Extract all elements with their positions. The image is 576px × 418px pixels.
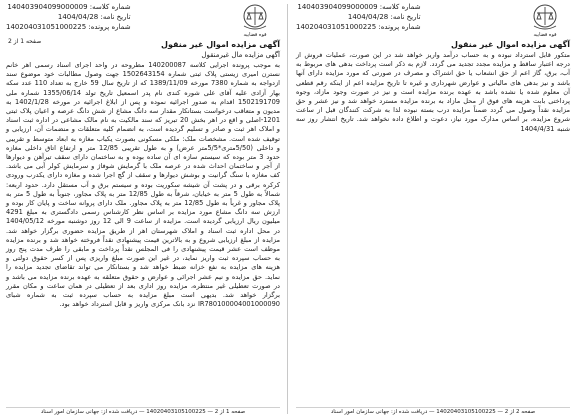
file-number: شماره پرونده: 140204031051000225: [296, 23, 421, 31]
emblem-caption: قوه قضاییه: [533, 32, 557, 38]
page-subtitle: آگهی مزایده مال غیرمنقول: [201, 51, 280, 59]
page-title: آگهی مزایده اموال غیر منقول: [451, 40, 570, 49]
file-number: شماره پرونده: 140204031051000225: [6, 23, 131, 31]
page-footer: صفحه 1 از 2 — 14020403105100225 — دریافت شده از: جهانی سازمان امور اسناد: [6, 407, 280, 415]
column-divider: [287, 4, 288, 414]
page-two: [290, 0, 576, 418]
emblem-caption: قوه قضاییه: [243, 32, 267, 38]
judiciary-emblem-icon: [238, 2, 272, 32]
classification-number: شماره کلاسه: 140403904099000009: [7, 3, 131, 11]
judiciary-emblem-icon: [528, 2, 562, 32]
page-one: [0, 0, 286, 418]
page-header: [290, 0, 576, 40]
page-number: صفحه 1 از 2: [8, 38, 42, 45]
document-metadata: [6, 2, 131, 32]
page-title: آگهی مزایده اموال غیر منقول: [161, 40, 280, 49]
page-footer: صفحه 2 از 2 — 14020403105100225 — دریافت شده از: جهانی سازمان امور اسناد: [296, 407, 570, 415]
letter-date: تاریخ نامه: 1404/04/28: [347, 13, 421, 21]
classification-number: شماره کلاسه: 140403904099000009: [297, 3, 421, 11]
letter-date: تاریخ نامه: 1404/04/28: [57, 13, 131, 21]
notice-body: متکور قابل استرداد نبوده و به حساب درآمد واریز خواهد شد در این صورت، عملیات فروش از درجه اعتبار ساقط و مزایده مجدد تجدید می گردد. لازم به ذکر است پرداخت بدهی های مربوط به آب، برق، گاز اعم از حق انشعاب یا حق اشتراک و مصرف در صورتی که مورد مزایده دارای آنها باشد و نیز بدهی های مالیاتی و عوارض شهرداری و غیره تا تاریخ مزایده اعم از اینکه رقم قطعی آن معلوم شده یا نشده باشد به عهده برنده مزایده است و نیز در صورت وجود مازاد، وجوه پرداختی بابت هزینه های فوق از محل مازاد به برنده مزایده مسترد خواهد شد و نیز عشر و حق مزایده نقداً وصول می گردد ضمناً مزایده درب بسته نبوده لذا به شرکت کنندگان قبل از ساعت شروع مزایده، بر اساس مدارک مورد نیاز، دعوت و اطلاع داده نخواهد شد. تاریخ انتشار روز سه شنبه 1404/4/31: [296, 51, 570, 133]
notice-body: به موجب پرونده اجرایی کلاسه 140200087 مطروحه در واحد اجرای اسناد رسمی اهر خانم نسترن امیری زیستی پلاک ثبتی شماره 1502643154 جهت وصول مطالبات خود موضوع سند ازدواجه به شماره 7380 مورخه 1389/11/09 که از تاریخ سال 59 خارج به تعداد 110 عدد سکه بهار آزادی علیه آقای علی شوره کندی نام پدر اسمعیل تاریخ تولد 1355/06/14 شماره ملی 1502191709 اقدام به صدور اجرائیه نموده و پس از ابلاغ اجرائیه در مورخه 1402/1/28 به مدیون و متعاقب درخواست بستانکار مقدار سه دانگ مشاع از شش دانگ عرصه و اعیان پلاک ثبتی 1201-اصلی و اقع در اهر بخش 20 تبریز که سند مالکیت به نام مالک مشاعی در اداره ثبت اسناد و املاک اهر ثبت و صادر و تسلیم گردیده است، به انضمام کلیه متعلقات و منضمات آن، ارزیابی و توقیف شده است. مشخصات ملک: ملکی مسکونی بصورت یکباب مغازه به ابعاد متوسط و تقریبی و داخلی (5/50متری*5/5متر عرض) و به طول تقریبی 12/85 متر و ارتفاع اتاق داخلی مغازه حدود 3 متر بوده که سیستم سازه ای آن ساده بوده و به ساختمان دارای سقف تیرآهن و دیوارها از آجر و ساختمان احداث شده در عرصه ملک با گرمایش شوفاژ و سرمایش کولر آبی می باشد. کف مغازه با سنگ گرانیت و بوشش دیوارها و سقف از گچ اجرا شده و مغازه دارای یکدرب ورودی کرکره برقی و در پشت آن شیشه سکوریت بوده و سیستم برق و آب مستقل دارد. حدود اربعه: شمالاً به طول 5 متر به خیابان، شرقاً به طول 12/85 متر به پلاک مجاور، جنوباً به طول 5 متر به پلاک مجاور و غرباً به طول 12/85 متر به پلاک مجاور. ملک دارای پروانه ساخت و پایان کار بوده و ارزش سه دانگ مشاع مورد مزایده بر اساس نظر کارشناس رسمی دادگستری به مبلغ 4291 میلیون ریال ارزیابی گردیده است. مزایده از ساعت 9 الی 12 روز دوشنبه مورخه 1404/05/12 در محل اداره ثبت اسناد و املاک شهرستان اهر از طریق مزایده حضوری برگزار خواهد شد. مزایده از مبلغ ارزیابی شروع و به بالاترین قیمت پیشنهادی نقداً فروخته خواهد شد و برنده مزایده موظف است عشر قیمت پیشنهادی را فی المجلس نقداً پرداخت و مابقی را ظرف مدت پنج روز به حساب سپرده ثبت واریز نماید، در غیر این صورت مبلغ واریزی پس از کسر حقوق دولتی و هزینه های مزایده به نفع خزانه ضبط خواهد شد و بستانکار می تواند تقاضای تجدید مزایده را نماید. حق مزایده و نیم عشر اجرائی و عوارض و حقوق متعلقه به عهده برنده مزایده می باشد و در صورت تعطیلی غیر منتظره، مزایده روز اداری بعد از تعطیلی در همان ساعت و مکان مقرر برگزار خواهد شد. بدیهی است مبلغ مزایده به حساب سپرده ثبت به شماره شبای IR780100004001000090 نزد بانک مرکزی واریز و قابل استرداد خواهد بود.: [6, 61, 281, 309]
document-metadata: [296, 2, 421, 32]
